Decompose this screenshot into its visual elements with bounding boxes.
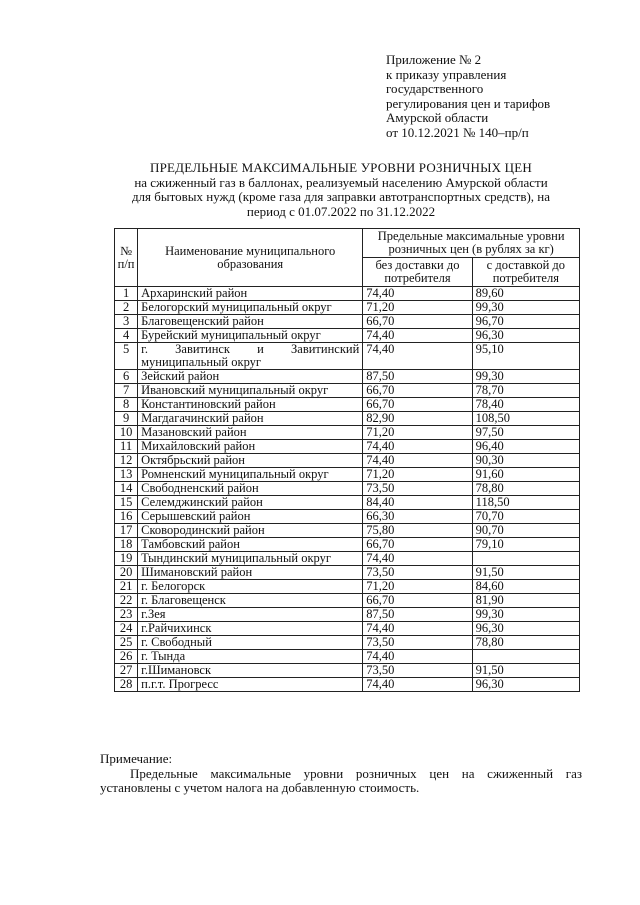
price-without-delivery: 66,30 bbox=[363, 510, 472, 524]
table-row bbox=[115, 329, 580, 343]
row-number: 3 bbox=[115, 315, 138, 329]
row-number: 9 bbox=[115, 412, 138, 426]
row-number: 15 bbox=[115, 496, 138, 510]
price-with-delivery: 99,30 bbox=[472, 608, 579, 622]
header-num: № п/п bbox=[115, 229, 138, 287]
row-number: 6 bbox=[115, 370, 138, 384]
municipality-name: г.Шимановск bbox=[138, 664, 363, 678]
appendix-line: Приложение № 2 bbox=[386, 52, 482, 67]
price-with-delivery: 91,60 bbox=[472, 468, 579, 482]
price-with-delivery: 97,50 bbox=[472, 426, 579, 440]
price-with-delivery: 78,70 bbox=[472, 384, 579, 398]
price-with-delivery: 99,30 bbox=[472, 370, 579, 384]
price-with-delivery: 96,70 bbox=[472, 315, 579, 329]
row-number: 20 bbox=[115, 566, 138, 580]
municipality-name: Благовещенский район bbox=[138, 315, 363, 329]
table-header bbox=[115, 229, 580, 287]
row-number: 17 bbox=[115, 524, 138, 538]
row-number: 5 bbox=[115, 343, 138, 370]
municipality-name: г. Благовещенск bbox=[138, 594, 363, 608]
row-number: 18 bbox=[115, 538, 138, 552]
header-without-delivery: без доставки до потребителя bbox=[363, 258, 472, 287]
price-without-delivery: 74,40 bbox=[363, 622, 472, 636]
price-with-delivery: 91,50 bbox=[472, 566, 579, 580]
price-without-delivery: 66,70 bbox=[363, 384, 472, 398]
price-with-delivery: 108,50 bbox=[472, 412, 579, 426]
price-with-delivery: 79,10 bbox=[472, 538, 579, 552]
municipality-name: Бурейский муниципальный округ bbox=[138, 329, 363, 343]
table-row bbox=[115, 594, 580, 608]
appendix-line: регулирования цен и тарифов bbox=[386, 95, 551, 111]
price-without-delivery: 74,40 bbox=[363, 329, 472, 343]
row-number: 13 bbox=[115, 468, 138, 482]
municipality-name: Константиновский район bbox=[138, 398, 363, 412]
row-number: 12 bbox=[115, 454, 138, 468]
price-without-delivery: 66,70 bbox=[363, 594, 472, 608]
row-number: 28 bbox=[115, 678, 138, 692]
municipality-name: Михайловский район bbox=[138, 440, 363, 454]
table-row bbox=[115, 552, 580, 566]
table-row bbox=[115, 650, 580, 664]
table-body bbox=[115, 287, 580, 692]
price-with-delivery: 96,30 bbox=[472, 329, 579, 343]
price-with-delivery: 70,70 bbox=[472, 510, 579, 524]
municipality-name: Тамбовский район bbox=[138, 538, 363, 552]
price-without-delivery: 73,50 bbox=[363, 664, 472, 678]
price-with-delivery: 81,90 bbox=[472, 594, 579, 608]
table-row bbox=[115, 440, 580, 454]
price-without-delivery: 87,50 bbox=[363, 370, 472, 384]
table-row bbox=[115, 608, 580, 622]
municipality-name: Свободненский район bbox=[138, 482, 363, 496]
appendix-line: от 10.12.2021 № 140–пр/п bbox=[386, 124, 529, 140]
row-number: 2 bbox=[115, 301, 138, 315]
note bbox=[100, 752, 582, 796]
title-line: период с 01.07.2022 по 31.12.2022 bbox=[246, 203, 436, 219]
price-with-delivery: 90,30 bbox=[472, 454, 579, 468]
price-with-delivery: 78,80 bbox=[472, 636, 579, 650]
price-with-delivery: 90,70 bbox=[472, 524, 579, 538]
table-row bbox=[115, 580, 580, 594]
municipality-name: Октябрьский район bbox=[138, 454, 363, 468]
table-row bbox=[115, 370, 580, 384]
header-name: Наименование муниципального образования bbox=[138, 229, 363, 287]
appendix-header bbox=[386, 53, 550, 140]
price-without-delivery: 71,20 bbox=[363, 468, 472, 482]
price-without-delivery: 71,20 bbox=[363, 301, 472, 315]
price-with-delivery: 95,10 bbox=[472, 343, 579, 370]
price-with-delivery: 91,50 bbox=[472, 664, 579, 678]
table-row bbox=[115, 566, 580, 580]
price-with-delivery bbox=[472, 650, 579, 664]
municipality-name: Селемджинский район bbox=[138, 496, 363, 510]
price-without-delivery: 74,40 bbox=[363, 343, 472, 370]
table-row bbox=[115, 482, 580, 496]
municipality-name: Зейский район bbox=[138, 370, 363, 384]
row-number: 11 bbox=[115, 440, 138, 454]
price-without-delivery: 82,90 bbox=[363, 412, 472, 426]
table-row bbox=[115, 524, 580, 538]
table-row bbox=[115, 636, 580, 650]
row-number: 4 bbox=[115, 329, 138, 343]
row-number: 19 bbox=[115, 552, 138, 566]
price-with-delivery: 96,30 bbox=[472, 622, 579, 636]
row-number: 8 bbox=[115, 398, 138, 412]
table-row bbox=[115, 315, 580, 329]
table-row bbox=[115, 496, 580, 510]
price-without-delivery: 74,40 bbox=[363, 440, 472, 454]
price-without-delivery: 71,20 bbox=[363, 426, 472, 440]
municipality-name: Белогорский муниципальный округ bbox=[138, 301, 363, 315]
table-row bbox=[115, 454, 580, 468]
municipality-name: Сковородинский район bbox=[138, 524, 363, 538]
price-with-delivery bbox=[472, 552, 579, 566]
municipality-name: г. Завитинск и Завитинский муниципальный округ bbox=[138, 343, 363, 370]
table-row bbox=[115, 468, 580, 482]
price-without-delivery: 66,70 bbox=[363, 538, 472, 552]
appendix-line: к приказу управления bbox=[386, 66, 507, 82]
price-with-delivery: 96,30 bbox=[472, 678, 579, 692]
note-text: Предельные максимальные уровни розничных цен на сжиженный газ установлены с учетом налога на добавленную стоимость. bbox=[100, 765, 582, 795]
price-with-delivery: 84,60 bbox=[472, 580, 579, 594]
price-without-delivery: 74,40 bbox=[363, 552, 472, 566]
price-without-delivery: 66,70 bbox=[363, 398, 472, 412]
title-line: для бытовых нужд (кроме газа для заправки автотранспортных средств), на bbox=[131, 189, 551, 204]
table-row bbox=[115, 664, 580, 678]
row-number: 25 bbox=[115, 636, 138, 650]
row-number: 23 bbox=[115, 608, 138, 622]
table-row bbox=[115, 301, 580, 315]
municipality-name: Ивановский муниципальный округ bbox=[138, 384, 363, 398]
municipality-name: г.Зея bbox=[138, 608, 363, 622]
municipality-name: Шимановский район bbox=[138, 566, 363, 580]
header-with-delivery: с доставкой до потребителя bbox=[472, 258, 579, 287]
title-line: на сжиженный газ в баллонах, реализуемый населению Амурской области bbox=[134, 174, 548, 190]
price-with-delivery: 118,50 bbox=[472, 496, 579, 510]
price-without-delivery: 74,40 bbox=[363, 678, 472, 692]
row-number: 16 bbox=[115, 510, 138, 524]
price-with-delivery: 78,80 bbox=[472, 482, 579, 496]
table-row bbox=[115, 384, 580, 398]
municipality-name: Архаринский район bbox=[138, 287, 363, 301]
row-number: 7 bbox=[115, 384, 138, 398]
row-number: 10 bbox=[115, 426, 138, 440]
price-with-delivery: 78,40 bbox=[472, 398, 579, 412]
price-table bbox=[114, 228, 580, 692]
price-without-delivery: 74,40 bbox=[363, 287, 472, 301]
appendix-line: государственного bbox=[386, 81, 484, 96]
municipality-name: г.Райчихинск bbox=[138, 622, 363, 636]
municipality-name: Ромненский муниципальный округ bbox=[138, 468, 363, 482]
row-number: 27 bbox=[115, 664, 138, 678]
price-without-delivery: 71,20 bbox=[363, 580, 472, 594]
row-number: 14 bbox=[115, 482, 138, 496]
row-number: 1 bbox=[115, 287, 138, 301]
municipality-name: г. Тында bbox=[138, 650, 363, 664]
municipality-name: Тындинский муниципальный округ bbox=[138, 552, 363, 566]
price-without-delivery: 66,70 bbox=[363, 315, 472, 329]
row-number: 21 bbox=[115, 580, 138, 594]
price-without-delivery: 84,40 bbox=[363, 496, 472, 510]
price-without-delivery: 74,40 bbox=[363, 650, 472, 664]
municipality-name: г. Белогорск bbox=[138, 580, 363, 594]
municipality-name: Магдагачинский район bbox=[138, 412, 363, 426]
table-row bbox=[115, 287, 580, 301]
price-without-delivery: 75,80 bbox=[363, 524, 472, 538]
municipality-name: Мазановский район bbox=[138, 426, 363, 440]
price-without-delivery: 73,50 bbox=[363, 636, 472, 650]
table-row bbox=[115, 622, 580, 636]
header-price-group: Предельные максимальные уровни розничных цен (в рублях за кг) bbox=[363, 229, 580, 258]
table-row bbox=[115, 538, 580, 552]
appendix-line: Амурской области bbox=[386, 110, 489, 125]
price-without-delivery: 73,50 bbox=[363, 566, 472, 580]
municipality-name: Серышевский район bbox=[138, 510, 363, 524]
table-row bbox=[115, 426, 580, 440]
price-with-delivery: 99,30 bbox=[472, 301, 579, 315]
table-row bbox=[115, 678, 580, 692]
row-number: 22 bbox=[115, 594, 138, 608]
row-number: 24 bbox=[115, 622, 138, 636]
price-with-delivery: 89,60 bbox=[472, 287, 579, 301]
table-row bbox=[115, 412, 580, 426]
title-line: ПРЕДЕЛЬНЫЕ МАКСИМАЛЬНЫЕ УРОВНИ РОЗНИЧНЫХ ЦЕН bbox=[150, 160, 532, 175]
note-label: Примечание: bbox=[100, 751, 173, 766]
table-row bbox=[115, 398, 580, 412]
municipality-name: г. Свободный bbox=[138, 636, 363, 650]
price-without-delivery: 73,50 bbox=[363, 482, 472, 496]
price-without-delivery: 87,50 bbox=[363, 608, 472, 622]
table-row bbox=[115, 510, 580, 524]
document-title bbox=[100, 161, 582, 219]
municipality-name: п.г.т. Прогресс bbox=[138, 678, 363, 692]
price-without-delivery: 74,40 bbox=[363, 454, 472, 468]
row-number: 26 bbox=[115, 650, 138, 664]
table-row bbox=[115, 343, 580, 370]
price-with-delivery: 96,40 bbox=[472, 440, 579, 454]
